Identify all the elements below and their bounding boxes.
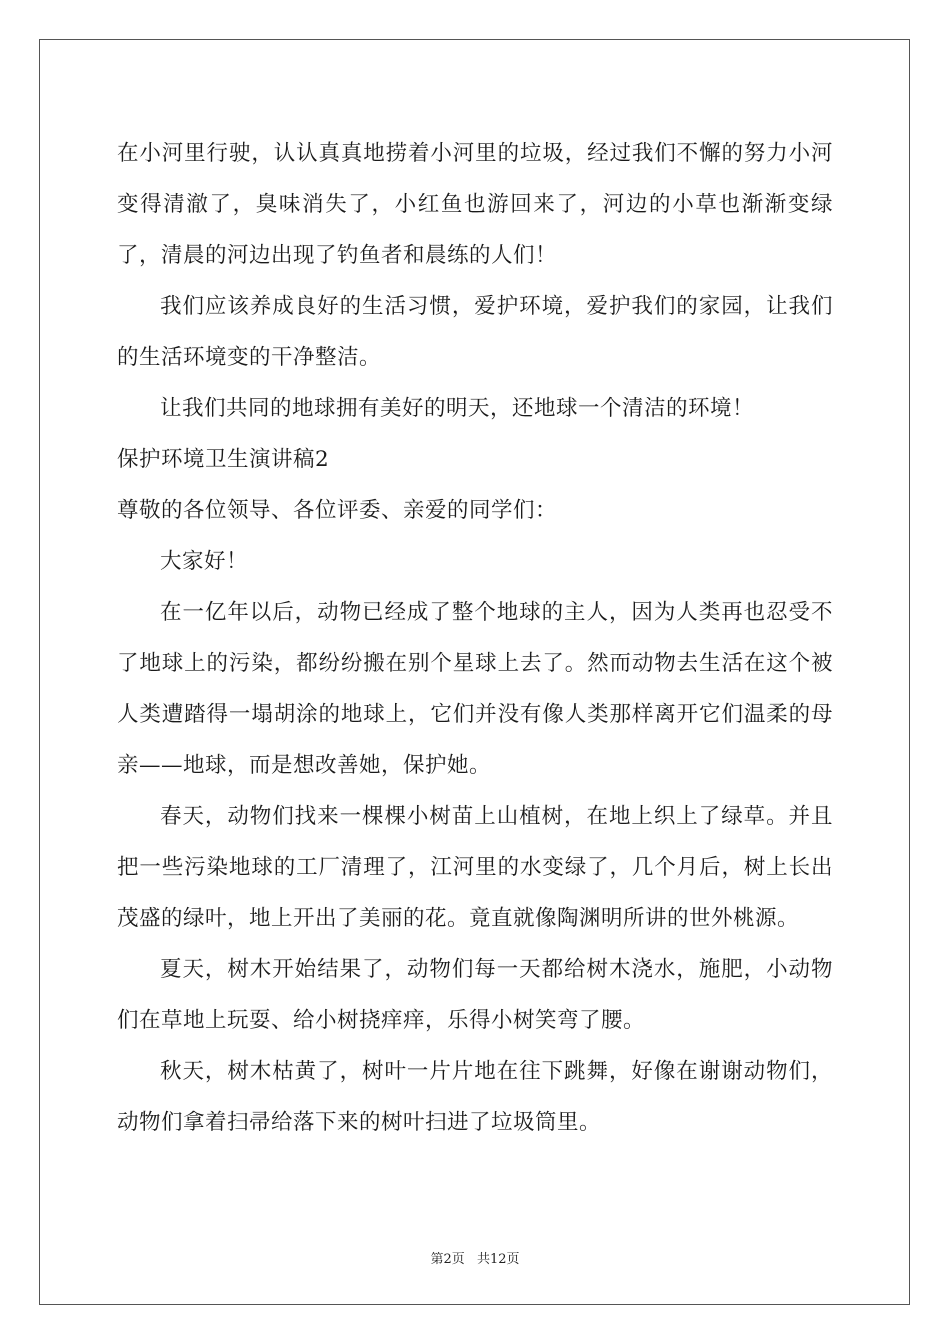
paragraph: 在小河里行驶，认认真真地捞着小河里的垃圾，经过我们不懈的努力小河变得清澈了，臭味消失了，小红鱼也游回来了，河边的小草也渐渐变绿了，清晨的河边出现了钓鱼者和晨练的人们！ <box>117 141 833 268</box>
page-total: 共12页 <box>476 1252 520 1267</box>
paragraph: 让我们共同的地球拥有美好的明天，还地球一个清洁的环境！ <box>160 396 755 421</box>
greeting: 大家好！ <box>160 549 249 574</box>
page-number: 第2页 <box>430 1252 465 1267</box>
paragraph: 春天，动物们找来一棵棵小树苗上山植树，在地上织上了绿草。并且把一些污染地球的工厂清理了，江河里的水变绿了，几个月后，树上长出茂盛的绿叶，地上开出了美丽的花。竟直就像陶渊明所讲的世外桃源。 <box>117 804 833 931</box>
paragraph: 在一亿年以后，动物已经成了整个地球的主人，因为人类再也忍受不了地球上的污染，都纷纷搬在别个星球上去了。然而动物去生活在这个被人类遭踏得一塌胡涂的地球上，它们并没有像人类那样离开它们温柔的母亲——地球，而是想改善她，保护她。 <box>117 600 833 778</box>
paragraph: 秋天，树木枯黄了，树叶一片片地在往下跳舞，好像在谢谢动物们，动物们拿着扫帚给落下来的树叶扫进了垃圾筒里。 <box>117 1059 833 1135</box>
paragraph: 夏天，树木开始结果了，动物们每一天都给树木浇水，施肥，小动物们在草地上玩耍、给小树挠痒痒，乐得小树笑弯了腰。 <box>117 957 833 1033</box>
document-body <box>117 128 833 1148</box>
paragraph: 我们应该养成良好的生活习惯，爱护环境，爱护我们的家园，让我们的生活环境变的干净整洁。 <box>117 294 833 370</box>
page-footer <box>0 1248 950 1267</box>
section-heading: 保护环境卫生演讲稿2 <box>117 447 330 472</box>
salutation: 尊敬的各位领导、各位评委、亲爱的同学们： <box>117 498 558 523</box>
